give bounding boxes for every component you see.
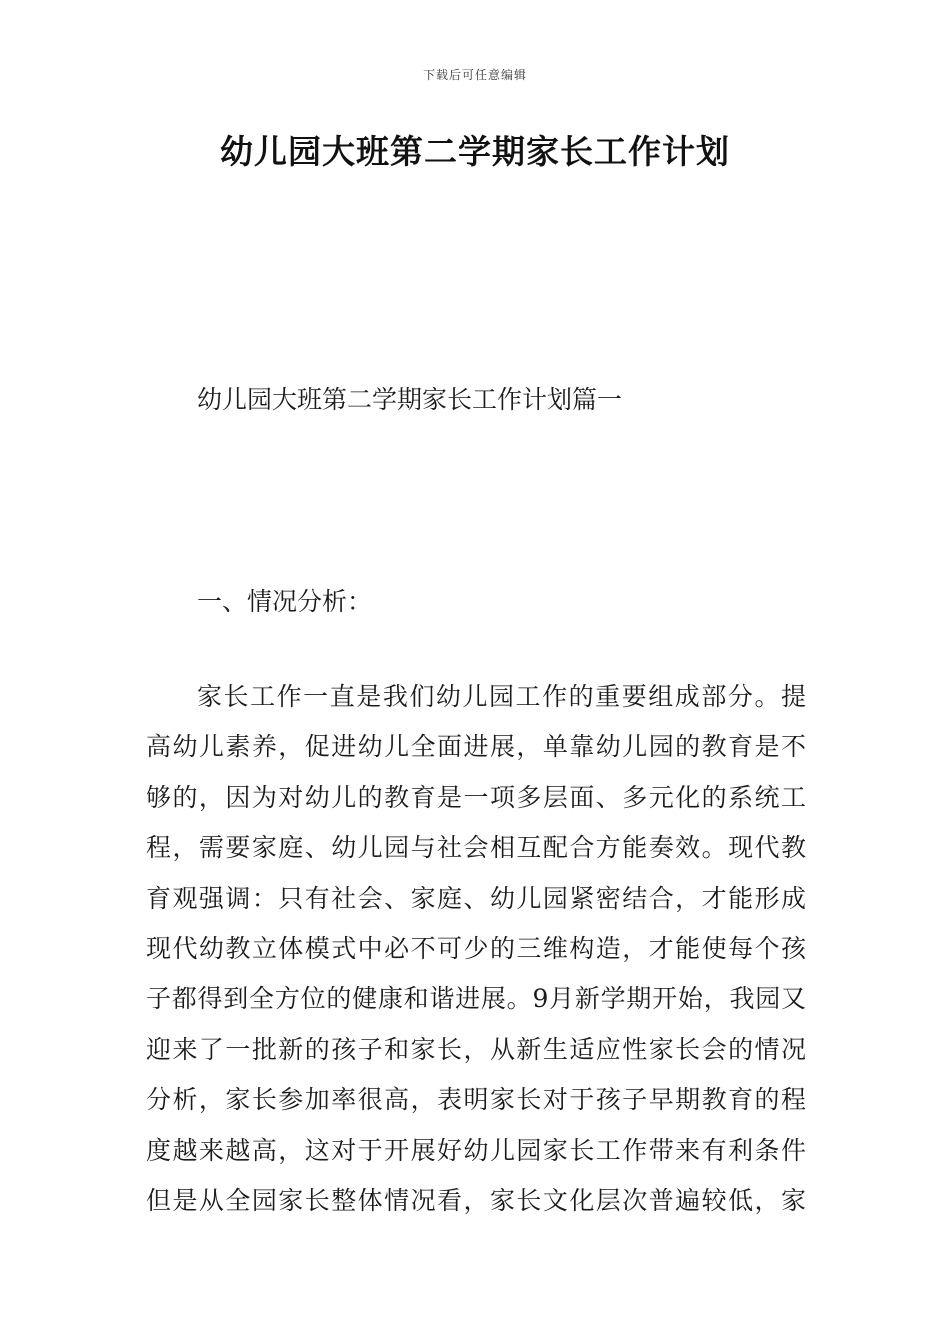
body-paragraph — [146, 677, 806, 1231]
paragraph-line: 高幼儿素养，促进幼儿全面进展，单靠幼儿园的教育是不 — [146, 732, 806, 762]
paragraph-line: 但是从全园家长整体情况看，家长文化层次普遍较低，家 — [146, 1185, 806, 1215]
document-subtitle: 幼儿园大班第二学期家长工作计划篇一 — [197, 385, 623, 414]
paragraph-line: 育观强调：只有社会、家庭、幼儿园紧密结合，才能形成 — [146, 883, 806, 913]
paragraph-line: 家长工作一直是我们幼儿园工作的重要组成部分。提 — [197, 682, 806, 711]
paragraph-line: 迎来了一批新的孩子和家长，从新生适应性家长会的情况 — [146, 1034, 806, 1064]
section-heading: 一、情况分析： — [197, 587, 373, 616]
paragraph-line: 够的，因为对幼儿的教育是一项多层面、多元化的系统工 — [146, 782, 806, 812]
paragraph-line: 子都得到全方位的健康和谐进展。9月新学期开始，我园又 — [146, 984, 806, 1014]
header-note: 下载后可任意编辑 — [422, 68, 527, 82]
paragraph-line: 程，需要家庭、幼儿园与社会相互配合方能奏效。现代教 — [146, 833, 806, 863]
paragraph-line: 分析，家长参加率很高，表明家长对于孩子早期教育的程 — [146, 1085, 806, 1115]
paragraph-line: 现代幼教立体模式中必不可少的三维构造，才能使每个孩 — [146, 933, 806, 963]
paragraph-line: 度越来越高，这对于开展好幼儿园家长工作带来有利条件 — [146, 1135, 806, 1165]
document-title: 幼儿园大班第二学期家长工作计划 — [220, 132, 730, 171]
